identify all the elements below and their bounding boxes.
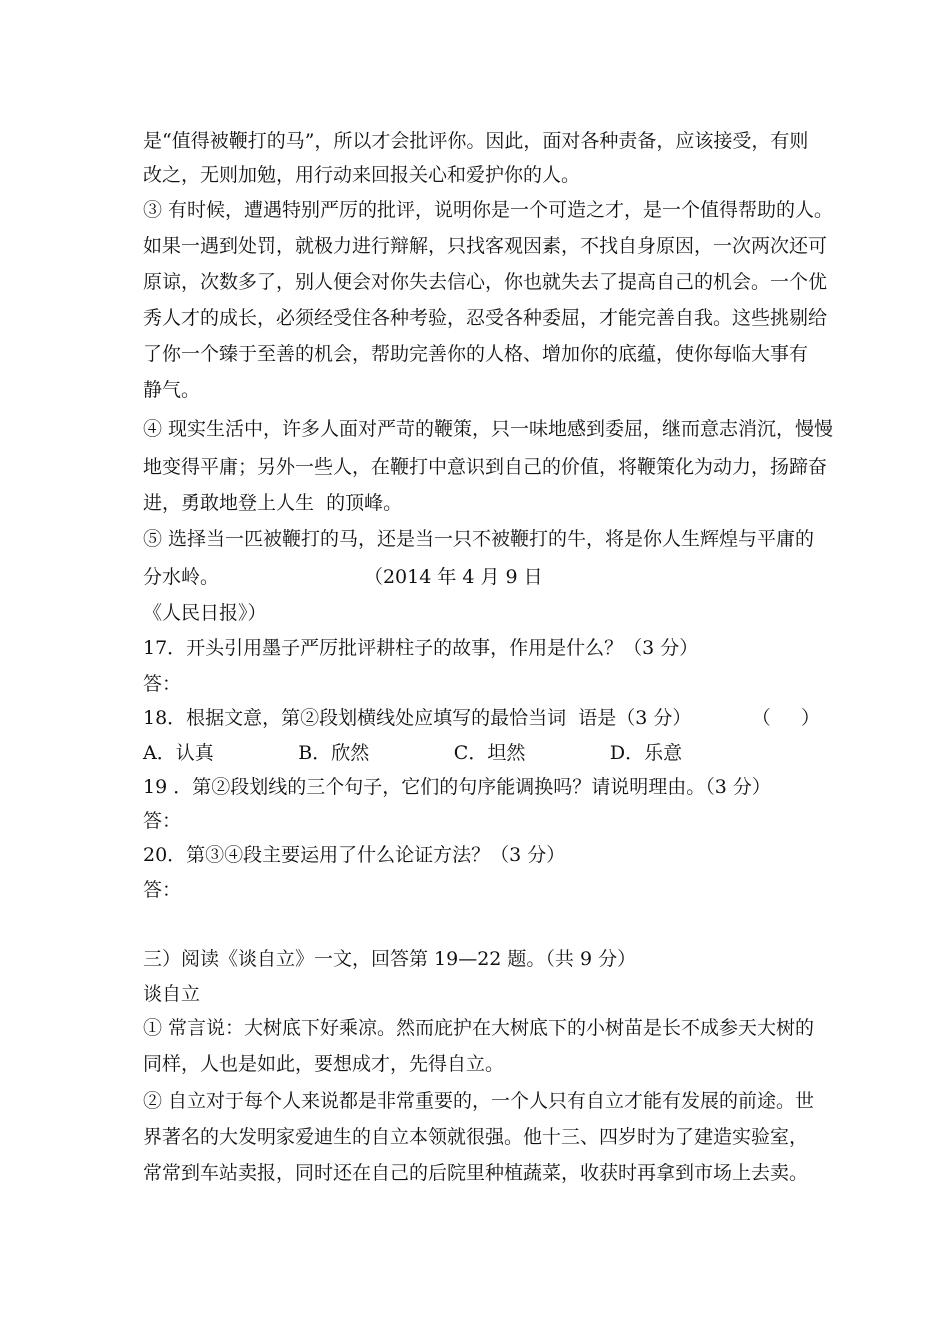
question-20: 20．第③④段主要运用了什么论证方法？（3 分） (143, 844, 566, 866)
paragraph-2-start: ② 自立对于每个人来说都是非常重要的，一个人只有自立才能有发展的前途。世 (143, 1090, 815, 1112)
question-18: 18．根据文意，第②段划横线处应填写的最恰当词 语是（3 分） （ ） (143, 707, 820, 729)
answer-label: 答： (143, 673, 182, 695)
text-line: 改之，无则加勉，用行动来回报关心和爱护你的人。 (143, 164, 581, 186)
question-19: 19 ．第②段划线的三个句子，它们的句序能调换吗？请说明理由。（3 分） (143, 776, 771, 798)
text-line: 同样，人也是如此，要想成才，先得自立。 (143, 1053, 505, 1075)
text-line: 原谅，次数多了，别人便会对你失去信心，你也就失去了提高自己的机会。一个优 (143, 271, 828, 293)
text-line: 静气。 (143, 379, 201, 401)
answer-label: 答： (143, 810, 182, 832)
text-line: 常常到车站卖报，同时还在自己的后院里种植蔬菜，收获时再拿到市场上去卖。 (143, 1162, 809, 1184)
paragraph-3-start: ③ 有时候，遭遇特别严厉的批评，说明你是一个可造之才，是一个值得帮助的人。 (143, 199, 834, 221)
paragraph-5-start: ⑤ 选择当一匹被鞭打的马，还是当一只不被鞭打的牛，将是你人生辉煌与平庸的 (143, 528, 815, 550)
text-line: 是“值得被鞭打的马”，所以才会批评你。因此，面对各种责备，应该接受，有则 (143, 130, 809, 152)
paragraph-4-start: ④ 现实生活中，许多人面对严苛的鞭策，只一味地感到委屈，继而意志消沉，慢慢 (143, 418, 834, 440)
question-17: 17．开头引用墨子严厉批评耕柱子的故事，作用是什么？（3 分） (143, 637, 699, 659)
text-line-with-date: 分水岭。 （2014 年 4 月 9 日 (143, 566, 543, 588)
text-line: 地变得平庸；另外一些人，在鞭打中意识到自己的价值，将鞭策化为动力，扬蹄奋 (143, 456, 828, 478)
source-citation: 《人民日报》） (143, 602, 267, 624)
text-line: 进，勇敢地登上人生 的顶峰。 (143, 492, 403, 514)
answer-label: 答： (143, 879, 182, 901)
text-line: 秀人才的成长，必须经受住各种考验，忍受各种委屈，才能完善自我。这些挑剔给 (143, 307, 828, 329)
paragraph-1-start: ① 常言说：大树底下好乘凉。然而庇护在大树底下的小树苗是长不成参天大树的 (143, 1017, 815, 1039)
question-18-options: A．认真 B．欣然 C．坦然 D．乐意 (143, 742, 683, 764)
text-line: 了你一个臻于至善的机会，帮助完善你的人格、增加你的底蕴，使你每临大事有 (143, 343, 809, 365)
article-title: 谈自立 (143, 983, 201, 1005)
text-line: 如果一遇到处罚，就极力进行辩解，只找客观因素，不找自身原因，一次两次还可 (143, 235, 828, 257)
section-3-heading: 三）阅读《谈自立》一文，回答第 19—22 题。（共 9 分） (143, 948, 637, 970)
text-line: 界著名的大发明家爱迪生的自立本领就很强。他十三、四岁时为了建造实验室， (143, 1126, 809, 1148)
